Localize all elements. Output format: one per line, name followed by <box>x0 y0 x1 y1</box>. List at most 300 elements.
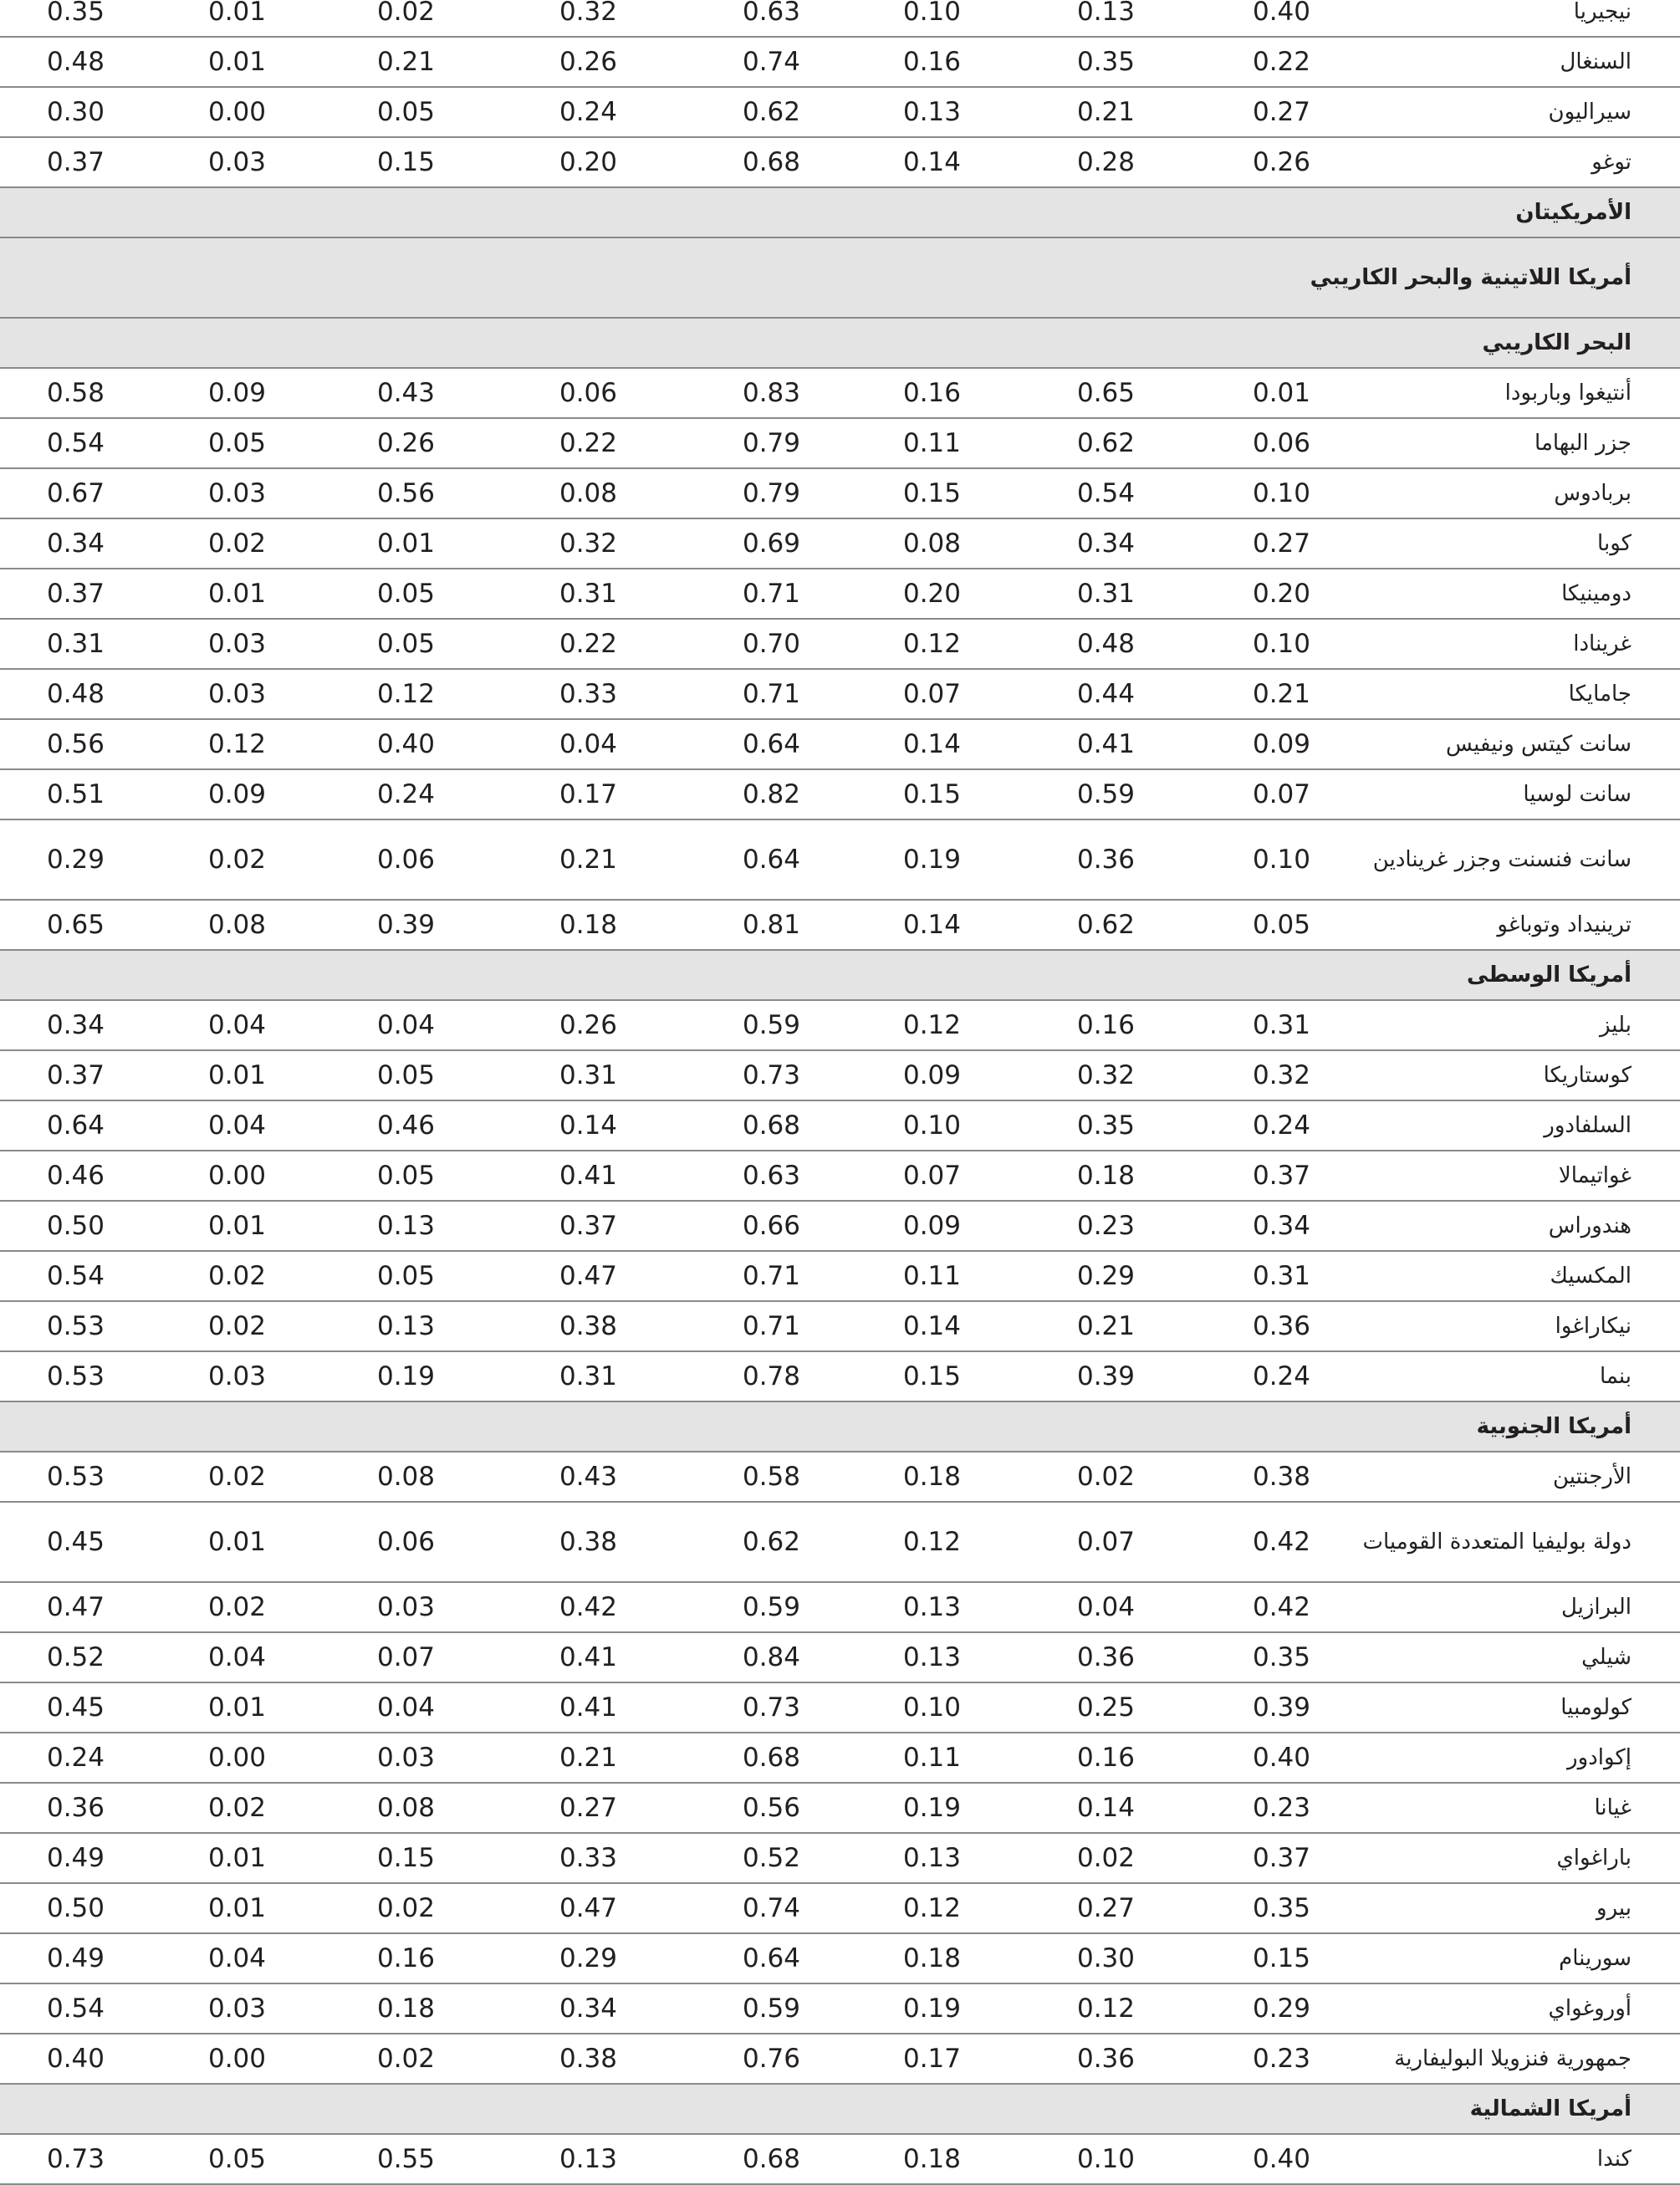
table-row <box>0 900 1680 950</box>
value-cell: 0.50 <box>0 1201 105 1251</box>
value-cell: 0.32 <box>1135 1050 1310 1100</box>
value-cell: 0.31 <box>961 569 1135 619</box>
value-cell: 0.13 <box>800 1833 961 1883</box>
value-cell: 0.37 <box>1135 1151 1310 1201</box>
value-cell: 0.16 <box>800 368 961 418</box>
value-cell: 0.48 <box>0 669 105 719</box>
value-cell: 0.24 <box>266 769 435 819</box>
value-cell: 0.19 <box>800 1783 961 1833</box>
value-cell: 0.54 <box>0 418 105 468</box>
value-cell: 0.82 <box>617 769 800 819</box>
section-title: أمريكا الجنوبية <box>0 1401 1680 1452</box>
value-cell: 0.64 <box>0 1100 105 1151</box>
value-cell: 0.15 <box>1135 1933 1310 1983</box>
value-cell: 0.54 <box>0 1983 105 2034</box>
country-name: غواتيمالا <box>1310 1151 1680 1201</box>
country-name: غيانا <box>1310 1783 1680 1833</box>
value-cell: 0.29 <box>0 819 105 900</box>
value-cell: 0.08 <box>105 900 266 950</box>
section-title: الأمريكيتان <box>0 187 1680 237</box>
value-cell: 0.02 <box>266 1883 435 1933</box>
value-cell: 0.73 <box>617 1050 800 1100</box>
value-cell: 0.49 <box>0 1833 105 1883</box>
country-name: البرازيل <box>1310 1582 1680 1632</box>
country-name: بليز <box>1310 1000 1680 1050</box>
country-name: بنما <box>1310 1351 1680 1401</box>
value-cell: 0.10 <box>1135 819 1310 900</box>
value-cell: 0.11 <box>800 1251 961 1301</box>
value-cell: 0.71 <box>617 1251 800 1301</box>
value-cell: 0.00 <box>105 87 266 137</box>
value-cell: 0.10 <box>800 1100 961 1151</box>
value-cell: 0.46 <box>0 1151 105 1201</box>
value-cell: 0.74 <box>617 37 800 87</box>
value-cell: 0.21 <box>1135 669 1310 719</box>
table-row <box>0 1251 1680 1301</box>
country-name: كوبا <box>1310 518 1680 569</box>
table-row <box>0 137 1680 187</box>
value-cell: 0.18 <box>800 1452 961 1502</box>
value-cell: 0.04 <box>435 719 617 769</box>
value-cell: 0.84 <box>617 1632 800 1682</box>
country-name: بيرو <box>1310 1883 1680 1933</box>
section-title: أمريكا الوسطى <box>0 950 1680 1000</box>
value-cell: 0.19 <box>800 819 961 900</box>
country-name: شيلي <box>1310 1632 1680 1682</box>
country-name: الأرجنتين <box>1310 1452 1680 1502</box>
value-cell: 0.15 <box>266 137 435 187</box>
table-row <box>0 1983 1680 2034</box>
table-row <box>0 1632 1680 1682</box>
value-cell: 0.39 <box>266 900 435 950</box>
section-header-row <box>0 1401 1680 1452</box>
value-cell: 0.62 <box>961 900 1135 950</box>
value-cell: 0.45 <box>0 1682 105 1733</box>
value-cell: 0.00 <box>105 1733 266 1783</box>
value-cell: 0.15 <box>266 1833 435 1883</box>
value-cell: 0.62 <box>617 1502 800 1582</box>
value-cell: 0.20 <box>1135 569 1310 619</box>
value-cell: 0.50 <box>0 1883 105 1933</box>
country-name: سانت لوسيا <box>1310 769 1680 819</box>
value-cell: 0.73 <box>0 2134 105 2184</box>
table-row <box>0 518 1680 569</box>
value-cell: 0.02 <box>266 2034 435 2084</box>
value-cell: 0.15 <box>800 769 961 819</box>
value-cell: 0.63 <box>617 1151 800 1201</box>
value-cell: 0.19 <box>800 1983 961 2034</box>
value-cell: 0.59 <box>961 769 1135 819</box>
country-name: نيجيريا <box>1310 0 1680 37</box>
table-row <box>0 1933 1680 1983</box>
value-cell: 0.21 <box>961 87 1135 137</box>
value-cell: 0.64 <box>617 819 800 900</box>
value-cell: 0.02 <box>105 1301 266 1351</box>
value-cell: 0.08 <box>266 1783 435 1833</box>
table-row <box>0 669 1680 719</box>
value-cell: 0.34 <box>1135 1201 1310 1251</box>
value-cell: 0.13 <box>800 87 961 137</box>
country-name: ترينيداد وتوباغو <box>1310 900 1680 950</box>
value-cell: 0.06 <box>266 819 435 900</box>
value-cell: 0.09 <box>800 1201 961 1251</box>
value-cell: 0.56 <box>266 468 435 518</box>
value-cell: 0.26 <box>1135 137 1310 187</box>
value-cell: 0.07 <box>1135 769 1310 819</box>
value-cell: 0.01 <box>105 1883 266 1933</box>
table-row <box>0 1151 1680 1201</box>
table-row <box>0 1201 1680 1251</box>
table-row <box>0 769 1680 819</box>
country-name: السنغال <box>1310 37 1680 87</box>
section-header-row <box>0 187 1680 237</box>
country-name: هندوراس <box>1310 1201 1680 1251</box>
value-cell: 0.03 <box>105 1351 266 1401</box>
value-cell: 0.41 <box>435 1632 617 1682</box>
value-cell: 0.71 <box>617 669 800 719</box>
country-name: دومينيكا <box>1310 569 1680 619</box>
value-cell: 0.22 <box>435 418 617 468</box>
value-cell: 0.35 <box>1135 1632 1310 1682</box>
value-cell: 0.56 <box>0 719 105 769</box>
value-cell: 0.12 <box>266 669 435 719</box>
country-name: جزر البهاما <box>1310 418 1680 468</box>
value-cell: 0.09 <box>800 1050 961 1100</box>
value-cell: 0.16 <box>961 1733 1135 1783</box>
value-cell: 0.38 <box>435 2034 617 2084</box>
value-cell: 0.26 <box>266 418 435 468</box>
value-cell: 0.29 <box>961 1251 1135 1301</box>
value-cell: 0.15 <box>800 1351 961 1401</box>
value-cell: 0.18 <box>800 2134 961 2184</box>
table-row <box>0 418 1680 468</box>
table-row <box>0 468 1680 518</box>
value-cell: 0.04 <box>266 1000 435 1050</box>
value-cell: 0.02 <box>105 819 266 900</box>
value-cell: 0.34 <box>435 1983 617 2034</box>
value-cell: 0.04 <box>105 1933 266 1983</box>
value-cell: 0.16 <box>961 1000 1135 1050</box>
value-cell: 0.00 <box>105 1151 266 1201</box>
value-cell: 0.26 <box>435 37 617 87</box>
value-cell: 0.04 <box>105 1632 266 1682</box>
value-cell: 0.33 <box>435 669 617 719</box>
value-cell: 0.41 <box>961 719 1135 769</box>
value-cell: 0.40 <box>1135 0 1310 37</box>
country-name: دولة بوليفيا المتعددة القوميات <box>1310 1502 1680 1582</box>
table-row <box>0 619 1680 669</box>
value-cell: 0.40 <box>0 2034 105 2084</box>
value-cell: 0.69 <box>617 518 800 569</box>
value-cell: 0.32 <box>435 518 617 569</box>
value-cell: 0.02 <box>105 518 266 569</box>
value-cell: 0.68 <box>617 1100 800 1151</box>
value-cell: 0.04 <box>961 1582 1135 1632</box>
value-cell: 0.35 <box>961 37 1135 87</box>
country-name: أوروغواي <box>1310 1983 1680 2034</box>
value-cell: 0.27 <box>961 1883 1135 1933</box>
value-cell: 0.11 <box>800 418 961 468</box>
value-cell: 0.68 <box>617 2134 800 2184</box>
value-cell: 0.23 <box>1135 1783 1310 1833</box>
table-row <box>0 819 1680 900</box>
value-cell: 0.71 <box>617 1301 800 1351</box>
value-cell: 0.48 <box>961 619 1135 669</box>
value-cell: 0.35 <box>0 0 105 37</box>
value-cell: 0.02 <box>105 1251 266 1301</box>
value-cell: 0.53 <box>0 1452 105 1502</box>
value-cell: 0.42 <box>1135 1582 1310 1632</box>
value-cell: 0.40 <box>1135 1733 1310 1783</box>
value-cell: 0.08 <box>435 468 617 518</box>
section-title: أمريكا الشمالية <box>0 2084 1680 2134</box>
value-cell: 0.02 <box>266 0 435 37</box>
value-cell: 0.21 <box>266 37 435 87</box>
table-row <box>0 2134 1680 2184</box>
value-cell: 0.43 <box>435 1452 617 1502</box>
value-cell: 0.47 <box>435 1251 617 1301</box>
value-cell: 0.59 <box>617 1000 800 1050</box>
value-cell: 0.03 <box>105 669 266 719</box>
value-cell: 0.06 <box>435 368 617 418</box>
value-cell: 0.15 <box>800 468 961 518</box>
value-cell: 0.10 <box>800 0 961 37</box>
table-row <box>0 368 1680 418</box>
value-cell: 0.58 <box>617 1452 800 1502</box>
value-cell: 0.02 <box>105 1783 266 1833</box>
country-name: المكسيك <box>1310 1251 1680 1301</box>
value-cell: 0.02 <box>961 1833 1135 1883</box>
table-row <box>0 1733 1680 1783</box>
value-cell: 0.03 <box>266 1733 435 1783</box>
value-cell: 0.17 <box>800 2034 961 2084</box>
value-cell: 0.70 <box>617 619 800 669</box>
value-cell: 0.04 <box>105 1100 266 1151</box>
value-cell: 0.79 <box>617 418 800 468</box>
country-name: إكوادور <box>1310 1733 1680 1783</box>
country-name: كوستاريكا <box>1310 1050 1680 1100</box>
value-cell: 0.31 <box>435 569 617 619</box>
value-cell: 0.73 <box>617 1682 800 1733</box>
value-cell: 0.52 <box>617 1833 800 1883</box>
table-row <box>0 1351 1680 1401</box>
value-cell: 0.37 <box>0 569 105 619</box>
value-cell: 0.49 <box>0 1933 105 1983</box>
value-cell: 0.07 <box>800 669 961 719</box>
value-cell: 0.12 <box>800 619 961 669</box>
value-cell: 0.05 <box>266 1151 435 1201</box>
value-cell: 0.41 <box>435 1151 617 1201</box>
value-cell: 0.01 <box>105 1201 266 1251</box>
value-cell: 0.23 <box>961 1201 1135 1251</box>
value-cell: 0.59 <box>617 1582 800 1632</box>
value-cell: 0.37 <box>435 1201 617 1251</box>
value-cell: 0.25 <box>961 1682 1135 1733</box>
value-cell: 0.01 <box>266 518 435 569</box>
value-cell: 0.07 <box>266 1632 435 1682</box>
value-cell: 0.10 <box>961 2134 1135 2184</box>
value-cell: 0.05 <box>266 619 435 669</box>
value-cell: 0.22 <box>435 619 617 669</box>
table-row <box>0 569 1680 619</box>
value-cell: 0.38 <box>435 1502 617 1582</box>
value-cell: 0.03 <box>105 137 266 187</box>
value-cell: 0.35 <box>1135 1883 1310 1933</box>
value-cell: 0.40 <box>266 719 435 769</box>
table-row <box>0 1100 1680 1151</box>
value-cell: 0.04 <box>266 1682 435 1733</box>
country-name: جمهورية فنزويلا البوليفارية <box>1310 2034 1680 2084</box>
country-name: سيراليون <box>1310 87 1680 137</box>
value-cell: 0.62 <box>617 87 800 137</box>
value-cell: 0.39 <box>1135 1682 1310 1733</box>
value-cell: 0.16 <box>800 37 961 87</box>
value-cell: 0.67 <box>0 468 105 518</box>
value-cell: 0.01 <box>105 1502 266 1582</box>
value-cell: 0.12 <box>800 1502 961 1582</box>
value-cell: 0.18 <box>435 900 617 950</box>
table-row <box>0 0 1680 37</box>
table-row <box>0 1833 1680 1883</box>
country-name: أنتيغوا وباربودا <box>1310 368 1680 418</box>
value-cell: 0.37 <box>1135 1833 1310 1883</box>
value-cell: 0.24 <box>1135 1351 1310 1401</box>
country-name: سورينام <box>1310 1933 1680 1983</box>
value-cell: 0.03 <box>105 1983 266 2034</box>
value-cell: 0.65 <box>0 900 105 950</box>
value-cell: 0.27 <box>1135 518 1310 569</box>
value-cell: 0.02 <box>961 1452 1135 1502</box>
section-header-row <box>0 318 1680 368</box>
value-cell: 0.64 <box>617 719 800 769</box>
value-cell: 0.05 <box>1135 900 1310 950</box>
value-cell: 0.03 <box>105 619 266 669</box>
value-cell: 0.27 <box>1135 87 1310 137</box>
value-cell: 0.31 <box>1135 1251 1310 1301</box>
value-cell: 0.41 <box>435 1682 617 1733</box>
value-cell: 0.54 <box>0 1251 105 1301</box>
value-cell: 0.03 <box>105 468 266 518</box>
value-cell: 0.68 <box>617 137 800 187</box>
section-header-row <box>0 2084 1680 2134</box>
value-cell: 0.11 <box>800 1733 961 1783</box>
value-cell: 0.07 <box>961 1502 1135 1582</box>
value-cell: 0.06 <box>1135 418 1310 468</box>
value-cell: 0.13 <box>266 1301 435 1351</box>
value-cell: 0.12 <box>105 719 266 769</box>
value-cell: 0.01 <box>105 1682 266 1733</box>
value-cell: 0.21 <box>961 1301 1135 1351</box>
value-cell: 0.02 <box>105 1452 266 1502</box>
value-cell: 0.18 <box>800 1933 961 1983</box>
value-cell: 0.54 <box>961 468 1135 518</box>
value-cell: 0.03 <box>266 1582 435 1632</box>
value-cell: 0.04 <box>105 1000 266 1050</box>
country-name: نيكاراغوا <box>1310 1301 1680 1351</box>
value-cell: 0.38 <box>435 1301 617 1351</box>
value-cell: 0.53 <box>0 1351 105 1401</box>
value-cell: 0.63 <box>617 0 800 37</box>
value-cell: 0.05 <box>266 1251 435 1301</box>
value-cell: 0.31 <box>1135 1000 1310 1050</box>
value-cell: 0.71 <box>617 569 800 619</box>
value-cell: 0.66 <box>617 1201 800 1251</box>
value-cell: 0.24 <box>435 87 617 137</box>
value-cell: 0.14 <box>961 1783 1135 1833</box>
value-cell: 0.33 <box>435 1833 617 1883</box>
value-cell: 0.36 <box>961 819 1135 900</box>
country-name: جامايكا <box>1310 669 1680 719</box>
table-row <box>0 1682 1680 1733</box>
section-header-row <box>0 950 1680 1000</box>
value-cell: 0.08 <box>266 1452 435 1502</box>
table-row <box>0 87 1680 137</box>
value-cell: 0.06 <box>266 1502 435 1582</box>
country-name: باراغواي <box>1310 1833 1680 1883</box>
value-cell: 0.56 <box>617 1783 800 1833</box>
value-cell: 0.01 <box>105 37 266 87</box>
value-cell: 0.17 <box>435 769 617 819</box>
value-cell: 0.01 <box>105 569 266 619</box>
value-cell: 0.44 <box>961 669 1135 719</box>
value-cell: 0.31 <box>435 1050 617 1100</box>
value-cell: 0.39 <box>961 1351 1135 1401</box>
section-header-row <box>0 237 1680 318</box>
value-cell: 0.29 <box>435 1933 617 1983</box>
value-cell: 0.32 <box>435 0 617 37</box>
value-cell: 0.05 <box>266 1050 435 1100</box>
value-cell: 0.36 <box>1135 1301 1310 1351</box>
value-cell: 0.05 <box>266 87 435 137</box>
value-cell: 0.18 <box>961 1151 1135 1201</box>
value-cell: 0.13 <box>266 1201 435 1251</box>
value-cell: 0.14 <box>800 1301 961 1351</box>
value-cell: 0.45 <box>0 1502 105 1582</box>
table-row <box>0 1301 1680 1351</box>
section-title: أمريكا اللاتينية والبحر الكاريبي <box>0 237 1680 318</box>
table-row <box>0 37 1680 87</box>
value-cell: 0.10 <box>1135 468 1310 518</box>
value-cell: 0.01 <box>1135 368 1310 418</box>
value-cell: 0.20 <box>435 137 617 187</box>
value-cell: 0.09 <box>1135 719 1310 769</box>
value-cell: 0.78 <box>617 1351 800 1401</box>
value-cell: 0.76 <box>617 2034 800 2084</box>
value-cell: 0.01 <box>105 1833 266 1883</box>
table-row <box>0 1783 1680 1833</box>
table-row <box>0 1582 1680 1632</box>
value-cell: 0.47 <box>0 1582 105 1632</box>
country-name: السلفادور <box>1310 1100 1680 1151</box>
value-cell: 0.37 <box>0 137 105 187</box>
value-cell: 0.35 <box>961 1100 1135 1151</box>
value-cell: 0.48 <box>0 37 105 87</box>
value-cell: 0.23 <box>1135 2034 1310 2084</box>
value-cell: 0.65 <box>961 368 1135 418</box>
value-cell: 0.55 <box>266 2134 435 2184</box>
value-cell: 0.31 <box>0 619 105 669</box>
value-cell: 0.14 <box>800 137 961 187</box>
value-cell: 0.05 <box>105 418 266 468</box>
value-cell: 0.21 <box>435 819 617 900</box>
value-cell: 0.22 <box>1135 37 1310 87</box>
value-cell: 0.79 <box>617 468 800 518</box>
table-row <box>0 2034 1680 2084</box>
value-cell: 0.10 <box>1135 619 1310 669</box>
value-cell: 0.14 <box>800 900 961 950</box>
value-cell: 0.53 <box>0 1301 105 1351</box>
value-cell: 0.27 <box>435 1783 617 1833</box>
